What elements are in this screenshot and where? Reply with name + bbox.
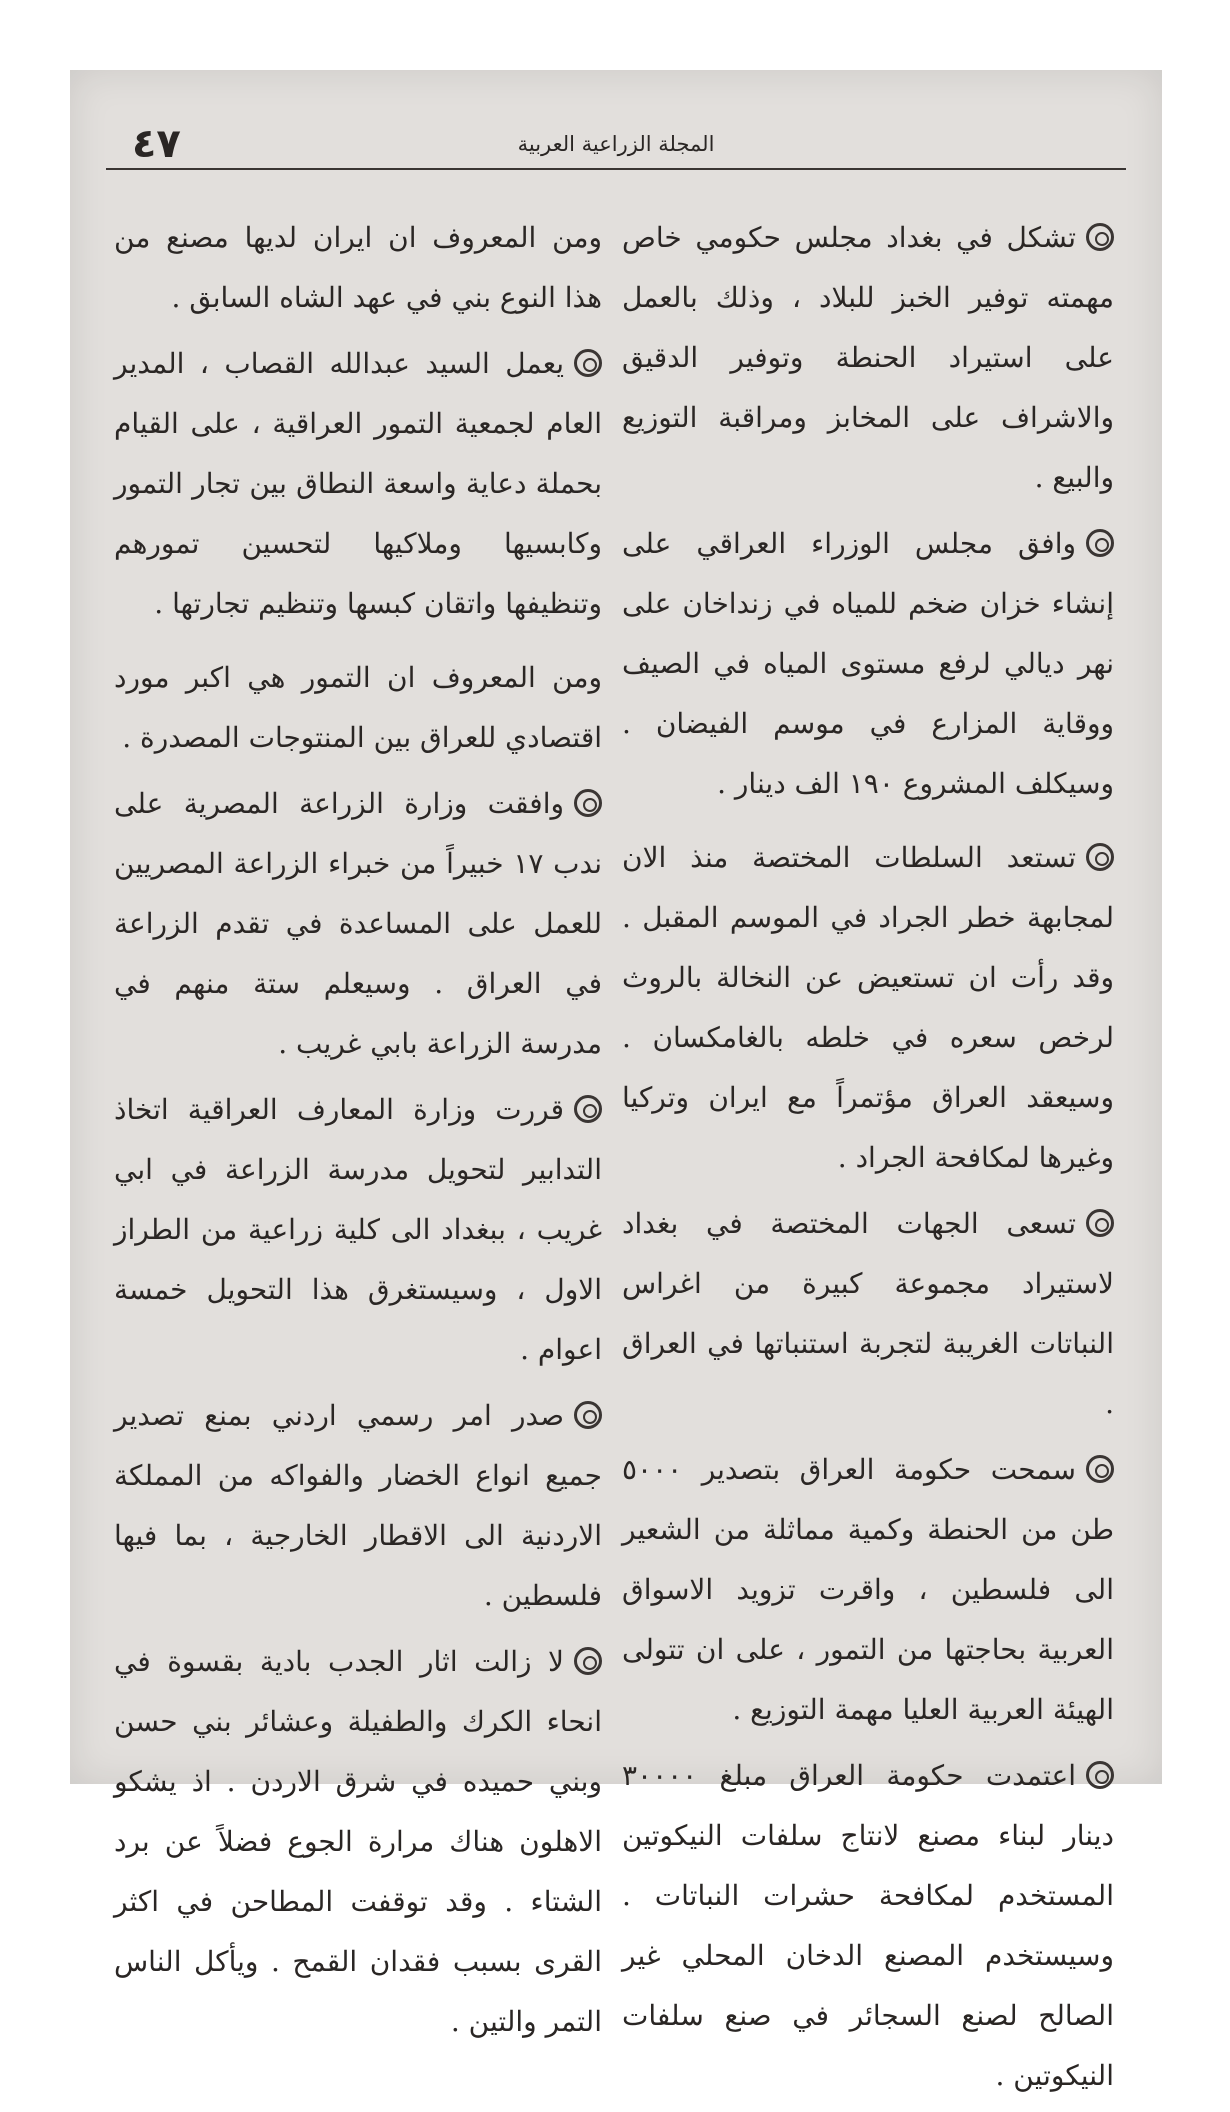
news-paragraph: ومن المعروف ان التمور هي اكبر مورد اقتصادي للعراق بين المنتوجات المصدرة .	[114, 661, 602, 754]
left-column	[114, 208, 602, 2058]
ornament-icon	[574, 1647, 602, 1675]
news-item: تستعد السلطات المختصة منذ الان لمجابهة خطر الجراد في الموسم المقبل . وقد رأت ان تستعيض عن النخالة بالروث لرخص سعره في خلطه بالغامكسان . وسيعقد العراق مؤتمراً مع ايران وتركيا وغيرها لمكافحة الجراد .	[622, 841, 1114, 1174]
news-item: يعمل السيد عبدالله القصاب ، المدير العام لجمعية التمور العراقية ، على القيام بحملة دعاية واسعة النطاق بين تجار التمور وكابسيها وملاكيها لتحسين تمورهم وتنظيفها واتقان كبسها وتنظيم تجارتها .	[114, 347, 602, 620]
journal-page	[70, 70, 1162, 2092]
ornament-icon	[574, 1401, 602, 1429]
ornament-icon	[574, 1095, 602, 1123]
news-item: وافقت وزارة الزراعة المصرية على ندب ١٧ خبيراً من خبراء الزراعة المصريين للعمل على المساعدة في تقدم الزراعة في العراق . وسيعلم ستة منهم في مدرسة الزراعة بابي غريب .	[114, 787, 603, 1060]
right-column	[622, 208, 1114, 2112]
ornament-icon	[1086, 1761, 1114, 1789]
news-item: اعتمدت حكومة العراق مبلغ ٣٠٠٠٠ دينار لبناء مصنع لانتاج سلفات النيكوتين المستخدم لمكافحة حشرات النباتات . وسيستخدم المصنع الدخان المحلي غير الصالح لصنع السجائر في صنع سلفات النيكوتين .	[622, 1759, 1114, 2092]
ornament-icon	[1086, 1209, 1114, 1237]
news-item: سمحت حكومة العراق بتصدير ٥٠٠٠ طن من الحنطة وكمية مماثلة من الشعير الى فلسطين ، واقرت تزويد الاسواق العربية بحاجتها من التمور ، على ان تتولى الهيئة العربية العليا مهمة التوزيع .	[622, 1453, 1114, 1726]
ornament-icon	[574, 349, 602, 377]
page-header	[106, 120, 1126, 170]
ornament-icon	[1086, 1455, 1114, 1483]
ornament-icon	[1086, 843, 1114, 871]
news-item: وافق مجلس الوزراء العراقي على إنشاء خزان ضخم للمياه في زنداخان على نهر ديالي لرفع مستوى المياه في الصيف ووقاية المزارع في موسم الفيضان . وسيكلف المشروع ١٩٠ الف دينار .	[622, 527, 1114, 800]
ornament-icon	[1086, 529, 1114, 557]
journal-title: المجلة الزراعية العربية	[517, 132, 715, 156]
ornament-icon	[574, 789, 602, 817]
news-item: صدر امر رسمي اردني بمنع تصدير جميع انواع الخضار والفواكه من المملكة الاردنية الى الاقطار الخارجية ، بما فيها فلسطين .	[114, 1399, 602, 1612]
news-item: تسعى الجهات المختصة في بغداد لاستيراد مجموعة كبيرة من اغراس النباتات الغريبة لتجربة استنباتها في العراق .	[622, 1207, 1114, 1420]
ornament-icon	[1086, 223, 1114, 251]
news-item: قررت وزارة المعارف العراقية اتخاذ التدابير لتحويل مدرسة الزراعة في ابي غريب ، ببغداد الى كلية زراعية من الطراز الاول ، وسيستغرق هذا التحويل خمسة اعوام .	[114, 1093, 602, 1366]
news-item: تشكل في بغداد مجلس حكومي خاص مهمته توفير الخبز للبلاد ، وذلك بالعمل على استيراد الحنطة وتوفير الدقيق والاشراف على المخابز ومراقبة التوزيع والبيع .	[622, 221, 1114, 494]
news-item: لا زالت اثار الجدب بادية بقسوة في انحاء الكرك والطفيلة وعشائر بني حسن وبني حميده في شرق الاردن . اذ يشكو الاهلون هناك مرارة الجوع فضلاً عن برد الشتاء . وقد توقفت المطاحن في اكثر القرى بسبب فقدان القمح . ويأكل الناس التمر والتين .	[114, 1645, 602, 2038]
news-item-continued: ومن المعروف ان ايران لديها مصنع من هذا النوع بني في عهد الشاه السابق .	[114, 221, 602, 314]
page-number: ٤٧	[132, 121, 181, 167]
